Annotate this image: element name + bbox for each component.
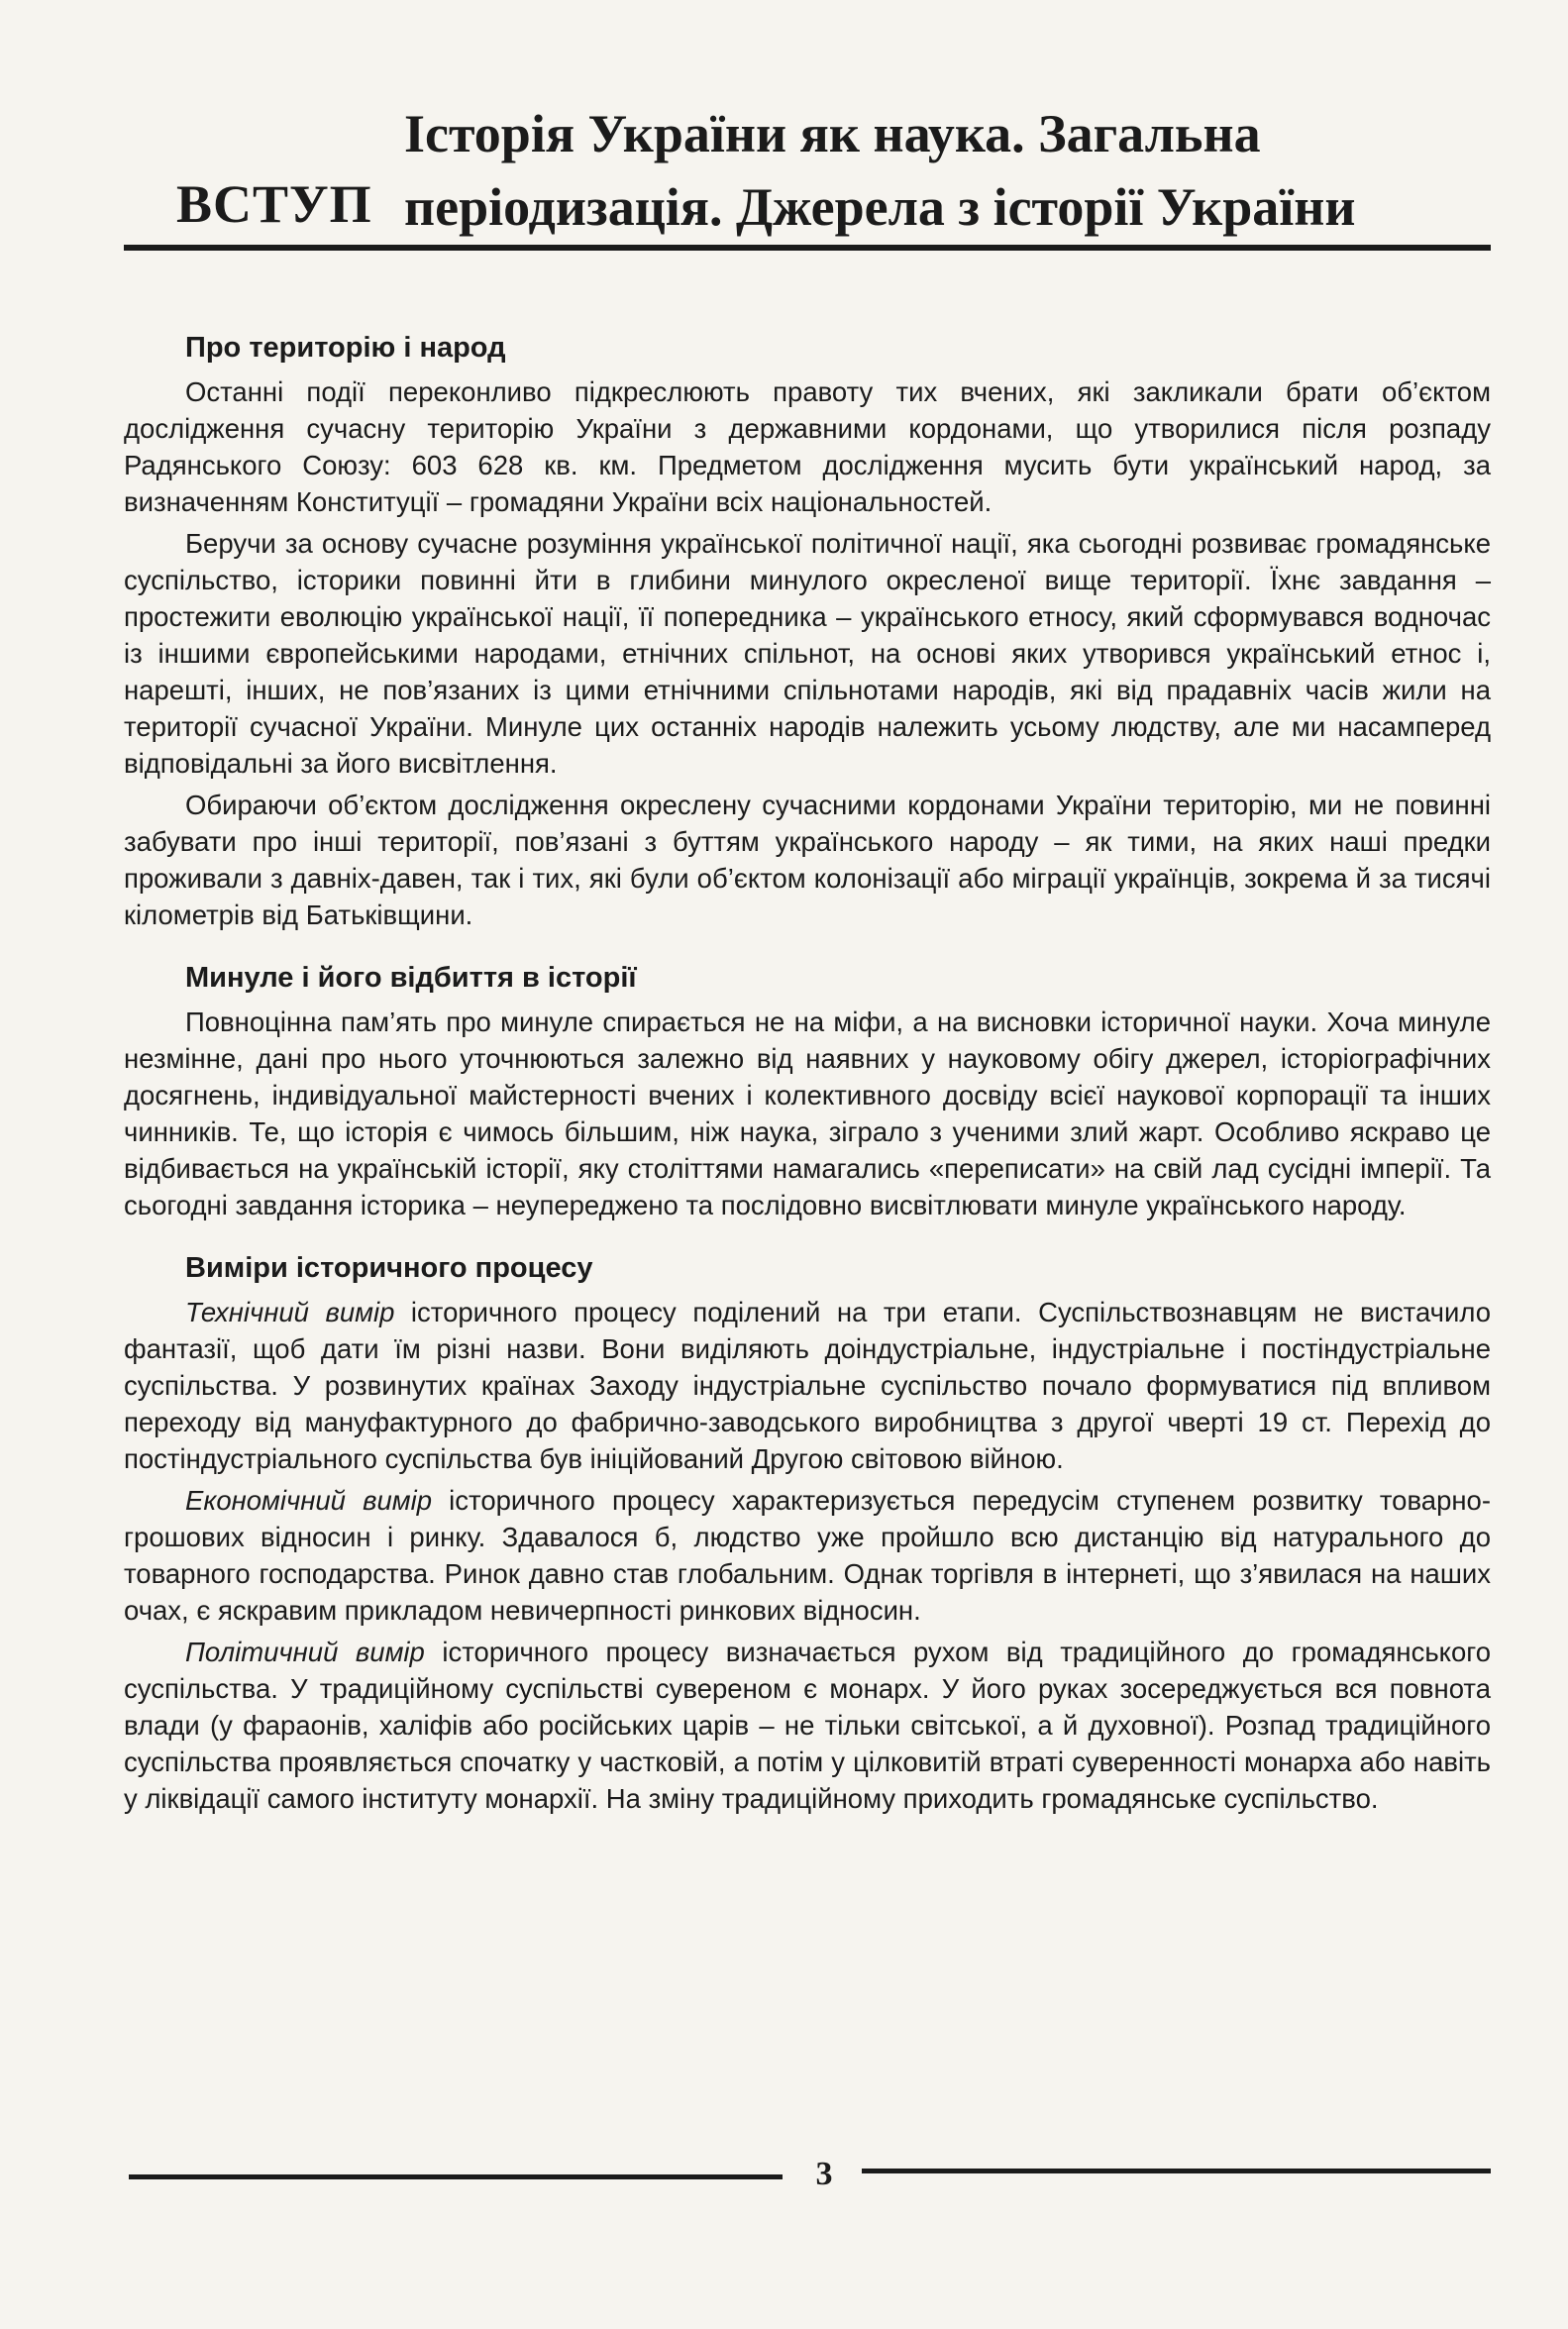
page-footer bbox=[129, 2155, 1491, 2194]
paragraph bbox=[124, 1294, 1491, 1477]
paragraph-text: історичного процесу поділений на три етапи. Суспільствознавцям не вистачило фантазії, щоб дати їм різні назви. Вони виділяють доіндустріальне, індустріальне і постіндустріальне суспільства. У розвинутих країнах Заходу індустріальне суспільство почало формуватися під впливом переходу від мануфактурного до фабрично-заводського виробництва з другої чверті 19 ст. Перехід до постіндустріального суспільства був ініційований Другою світовою війною. bbox=[124, 1297, 1491, 1474]
chapter-title: Історія України як наука. Загальна періодизація. Джерела з історії України bbox=[404, 104, 1356, 237]
term-italic: Технічний вимір bbox=[185, 1297, 395, 1327]
term-italic: Політичний вимір bbox=[185, 1637, 425, 1667]
footer-rule bbox=[129, 2174, 783, 2179]
paragraph: Беручи за основу сучасне розуміння української політичної нації, яка сьогодні розвиває громадянське суспільство, історики повинні йти в глибини минулого окресленої вище території. Їхнє завдання – простежити еволюцію української нації, її попередника – українського етносу, який сформувався водночас із іншими європейськими народами, етнічних спільнот, на основі яких утворився український етнос і, нарешті, інших, не пов’язаних із цими етнічними спільнотами народів, які від прадавніх часів жили на території сучасної України. Минуле цих останніх народів належить усьому людству, але ми насамперед відповідальні за його висвітлення. bbox=[124, 528, 1491, 779]
header-divider bbox=[124, 245, 1491, 251]
paragraph bbox=[124, 1634, 1491, 1817]
page-body bbox=[124, 327, 1491, 1822]
term-italic: Економічний вимір bbox=[185, 1485, 433, 1516]
paragraph-text: історичного процесу характеризується передусім ступенем розвитку товарно-грошових відносин і ринку. Здавалося б, людство уже пройшло всю дистанцію від натурального до товарного господарства. Ринок давно став глобальним. Однак торгівля в інтернеті, що з’явилася на наших очах, є яскравим прикладом невичерпності ринкових відносин. bbox=[124, 1485, 1492, 1626]
paragraph: Останні події переконливо підкреслюють правоту тих вчених, які закликали брати об’єктом дослідження сучасну територію України з державними кордонами, що утворилися після розпаду Радянського Союзу: 603 628 кв. км. Предметом дослідження мусить бути український народ, за визначенням Конституції – громадяни України всіх національностей. bbox=[124, 376, 1491, 517]
section-title: Виміри історичного процесу bbox=[185, 1252, 593, 1284]
chapter-header bbox=[176, 97, 1484, 246]
paragraph bbox=[124, 1482, 1491, 1629]
section-title: Минуле і його відбиття в історії bbox=[185, 962, 637, 994]
page-number: 3 bbox=[815, 2156, 833, 2192]
section-title: Про територію і народ bbox=[185, 332, 506, 364]
paragraph: Повноцінна пам’ять про минуле спирається не на міфи, а на висновки історичної науки. Хоча минуле незмінне, дані про нього уточнюються залежно від наявних у науковому обігу джерел, історіографічних досягнень, індивідуальної майстерності вчених і колективного досвіду всієї наукової корпорації та інших чинників. Те, що історія є чимось більшим, ніж наука, зіграло з ученими злий жарт. Особливо яскраво це відбивається на українській історії, яку століттями намагались «переписати» на свій лад сусідні імперії. Та сьогодні завдання історика – неупереджено та послідовно висвітлювати минуле українського народу. bbox=[124, 1006, 1491, 1220]
footer-rule bbox=[862, 2169, 1491, 2173]
paragraph: Обираючи об’єктом дослідження окреслену сучасними кордонами України територію, ми не повинні забувати про інші території, пов’язані з буттям українського народу – як тими, на яких наші предки проживали з давніх-давен, так і тих, які були об’єктом колонізації або міграції українців, зокрема й за тисячі кілометрів від Батьківщини. bbox=[124, 790, 1491, 930]
paragraph-text: історичного процесу визначається рухом від традиційного до громадянського суспільства. У традиційному суспільстві сувереном є монарх. У його руках зосереджується вся повнота влади (у фараонів, халіфів або російських царів – не тільки світської, а й духовної). Розпад традиційного суспільства проявляється спочатку у частковій, а потім у цілковитій втраті суверенності монарха або навіть у ліквідації самого інституту монархії. На зміну традиційному приходить громадянське суспільство. bbox=[124, 1637, 1492, 1814]
chapter-label: ВСТУП bbox=[176, 174, 372, 234]
